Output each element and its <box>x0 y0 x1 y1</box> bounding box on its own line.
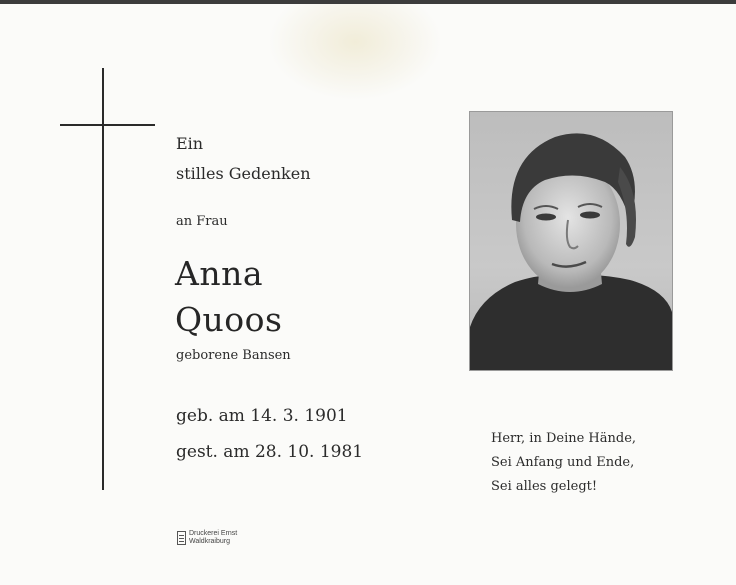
birth-date: geb. am 14. 3. 1901 <box>176 406 348 426</box>
printer-logo-icon <box>177 531 186 545</box>
last-name: Quoos <box>175 300 283 339</box>
maiden-name: geborene Bansen <box>176 348 291 363</box>
intro-line-2: stilles Gedenken <box>176 164 311 183</box>
an-frau-label: an Frau <box>176 214 228 229</box>
printer-city: Waldkraiburg <box>189 538 230 545</box>
printer-name: Druckerei Ernst <box>189 530 238 537</box>
verse-line-3: Sei alles gelegt! <box>491 479 598 494</box>
printer-text <box>189 530 237 546</box>
verse-line-1: Herr, in Deine Hände, <box>491 431 637 446</box>
cross-vertical-bar <box>102 68 104 490</box>
cross-horizontal-bar <box>60 124 155 126</box>
paper-stain <box>270 4 440 99</box>
verse-line-2: Sei Anfang und Ende, <box>491 455 635 470</box>
portrait-photo <box>469 111 673 371</box>
first-name: Anna <box>175 254 264 293</box>
printer-imprint <box>177 530 237 546</box>
intro-line-1: Ein <box>176 134 204 153</box>
death-date: gest. am 28. 10. 1981 <box>176 442 364 462</box>
